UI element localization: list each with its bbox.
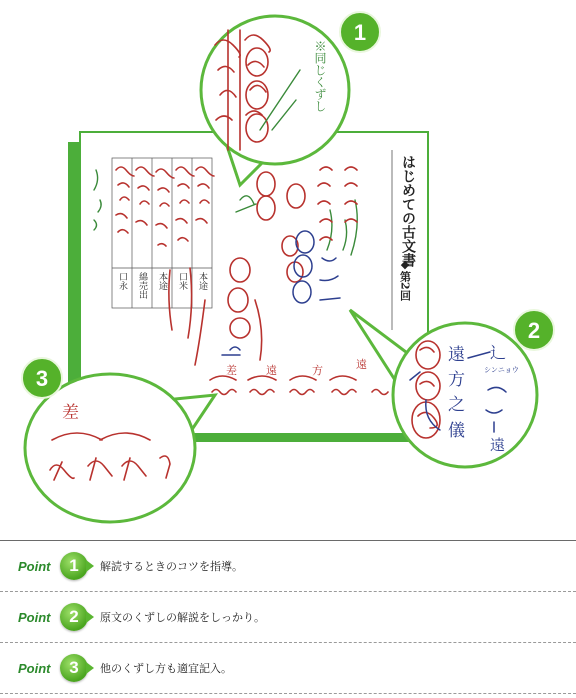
point-text: 解読するときのコツを指導。 — [100, 560, 243, 573]
document-episode: ◆第2回 — [398, 258, 412, 301]
annotation-3: 方 — [312, 364, 323, 377]
point-text: 他のくずし方も適宜記入。 — [100, 662, 232, 675]
svg-text:3: 3 — [35, 366, 49, 391]
zoom2-radical: 辶 — [490, 343, 507, 362]
pointer-arrow-icon — [86, 662, 94, 674]
annotation-2: 遠 — [266, 364, 277, 377]
point-number-badge: 3 — [60, 654, 88, 682]
zoom2-reading-2: 方 — [448, 370, 465, 390]
annotation-4: 遠 — [356, 358, 367, 371]
point-row-1 — [0, 540, 576, 592]
svg-text:2: 2 — [527, 318, 541, 343]
zoom2-reading-4: 儀 — [448, 421, 465, 441]
svg-text:1: 1 — [353, 20, 367, 45]
annotation-1: 差 — [226, 364, 237, 377]
points-list — [0, 540, 576, 694]
zoom2-reading-1: 遠 — [448, 345, 465, 365]
point-row-2 — [0, 592, 576, 643]
table-label-3: 本途 — [157, 272, 167, 290]
document-title: はじめての古文書 — [400, 155, 416, 267]
zoom2-reading-3: 之 — [448, 395, 465, 415]
callout-badge-3 — [22, 358, 62, 398]
zoom2-char: 遠 — [490, 436, 506, 454]
point-row-3 — [0, 643, 576, 694]
table-label-2: 口米 — [177, 272, 187, 290]
point-label: Point — [18, 660, 51, 676]
point-number-badge: 1 — [60, 552, 88, 580]
table-label-5: 口永 — [117, 272, 127, 290]
pointer-arrow-icon — [86, 560, 94, 572]
point-text: 原文のくずしの解説をしっかり。 — [100, 611, 265, 624]
point-number-badge: 2 — [60, 603, 88, 631]
zoom2-note: シンニョウ — [484, 366, 519, 374]
table-label-4: 綿売出 — [137, 272, 147, 299]
zoom1-note: ※同じくずし — [313, 40, 327, 112]
point-label: Point — [18, 609, 51, 625]
zoom3-char: 差 — [62, 403, 79, 423]
callout-badge-2 — [514, 310, 554, 350]
callout-badge-1 — [340, 12, 380, 52]
table-label-1: 本途 — [197, 272, 207, 290]
pointer-arrow-icon — [86, 611, 94, 623]
point-label: Point — [18, 558, 51, 574]
